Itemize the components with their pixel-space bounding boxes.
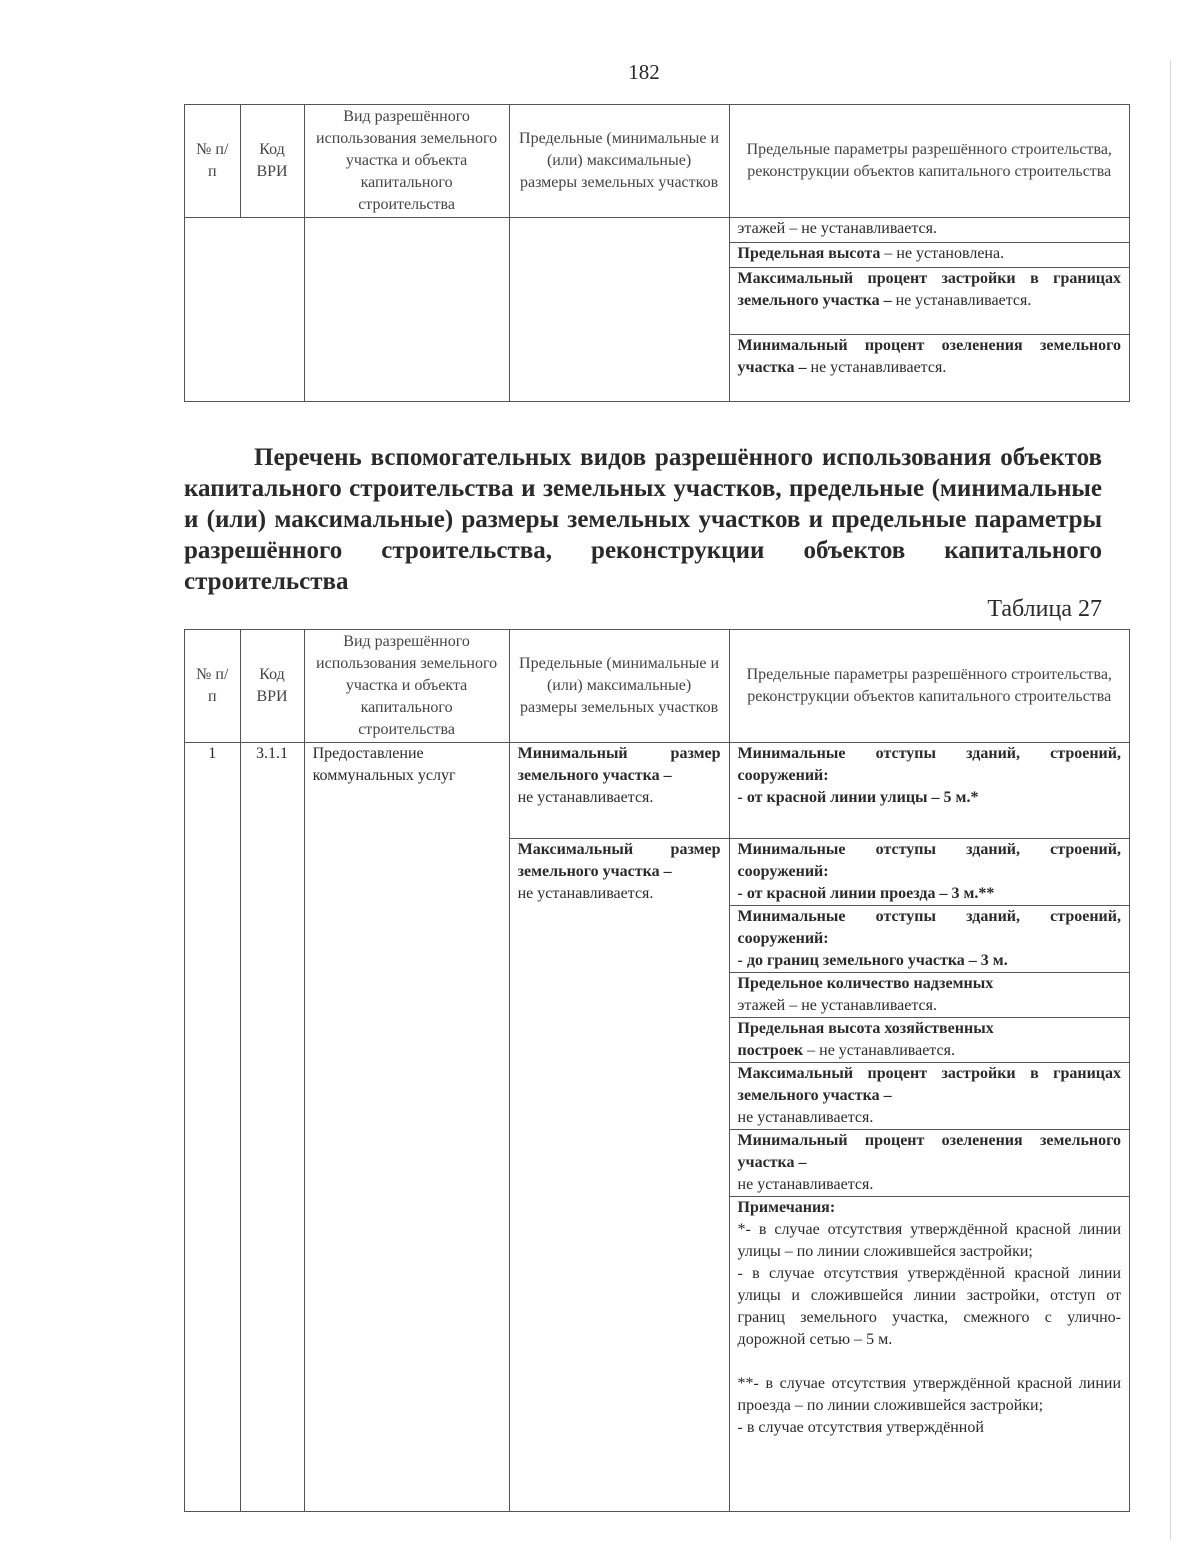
- header-params: Предельные параметры разрешённого строительства, реконструкции объектов капитального строительства: [729, 105, 1129, 218]
- param-cell: этажей – не устанавливается.: [729, 218, 1129, 243]
- note-text: *- в случае отсутствия утверждённой красной линии улицы – по линии сложившейся застройки;: [737, 1221, 1121, 1260]
- header-use: Вид разрешённого использования земельного участка и объекта капитального строительства: [304, 105, 509, 218]
- header-code: Код ВРИ: [240, 105, 304, 218]
- empty-cell: [304, 218, 509, 402]
- size-max-cell: Максимальный размер земельного участка – не устанавливается.: [509, 839, 729, 1512]
- param-cell: Минимальные отступы зданий, строений, сооружений: - от красной линии проезда – 3 м.**: [729, 839, 1129, 906]
- table-row: [185, 743, 1130, 839]
- param-cell: Минимальные отступы зданий, строений, сооружений: - от красной линии улицы – 5 м.*: [729, 743, 1129, 839]
- notes-title: Примечания:: [737, 1199, 836, 1216]
- page-number: 182: [628, 60, 660, 84]
- empty-cell: [509, 218, 729, 402]
- table-row: [185, 218, 1130, 243]
- param-cell: Максимальный процент застройки в границах земельного участка – не устанавливается.: [729, 268, 1129, 335]
- row-use: Предоставление коммунальных услуг: [304, 743, 509, 1512]
- param-cell: Минимальные отступы зданий, строений, сооружений: - до границ земельного участка – 3 м.: [729, 906, 1129, 973]
- param-cell: Предельное количество надземных этажей – не устанавливается.: [729, 973, 1129, 1018]
- row-num: 1: [185, 743, 241, 1512]
- row-code: 3.1.1: [240, 743, 304, 1512]
- header-sizes: Предельные (минимальные и (или) максимальные) размеры земельных участков: [509, 105, 729, 218]
- scan-edge-line: [1170, 60, 1171, 1540]
- header-use: Вид разрешённого использования земельного участка и объекта капитального строительства: [304, 630, 509, 743]
- param-cell: Предельная высота – не установлена.: [729, 243, 1129, 268]
- size-min-cell: Минимальный размер земельного участка – не устанавливается.: [509, 743, 729, 839]
- note-text: - в случае отсутствия утверждённой: [737, 1419, 984, 1436]
- continuation-table: [184, 104, 1130, 402]
- header-params: Предельные параметры разрешённого строительства, реконструкции объектов капитального строительства: [729, 630, 1129, 743]
- table-27: [184, 629, 1130, 1512]
- param-cell: Минимальный процент озеленения земельного участка – не устанавливается.: [729, 335, 1129, 402]
- header-sizes: Предельные (минимальные и (или) максимальные) размеры земельных участков: [509, 630, 729, 743]
- param-cell: Максимальный процент застройки в границах земельного участка – не устанавливается.: [729, 1063, 1129, 1130]
- empty-cell: [185, 218, 305, 402]
- param-cell: Минимальный процент озеленения земельного участка – не устанавливается.: [729, 1130, 1129, 1197]
- param-cell: Предельная высота хозяйственных построек – не устанавливается.: [729, 1018, 1129, 1063]
- note-text: **- в случае отсутствия утверждённой красной линии проезда – по линии сложившейся застройки;: [737, 1375, 1121, 1414]
- header-num: № п/п: [185, 630, 241, 743]
- notes-cell: [729, 1197, 1129, 1512]
- header-num: № п/п: [185, 105, 241, 218]
- table-header-row: [185, 630, 1130, 743]
- header-code: Код ВРИ: [240, 630, 304, 743]
- section-title: Перечень вспомогательных видов разрешённого использования объектов капитального строительства и земельных участков, предельные (минимальные и (или) максимальные) размеры земельных участков и предельные параметры разрешённого строительства, реконструкции объектов капитального строительства: [184, 444, 1102, 595]
- note-text: - в случае отсутствия утверждённой красной линии улицы и сложившейся линии застройки, отступ от границ земельного участка, смежного с улично-дорожной сетью – 5 м.: [737, 1265, 1121, 1348]
- table-caption: Таблица 27: [987, 596, 1102, 622]
- table-header-row: [185, 105, 1130, 218]
